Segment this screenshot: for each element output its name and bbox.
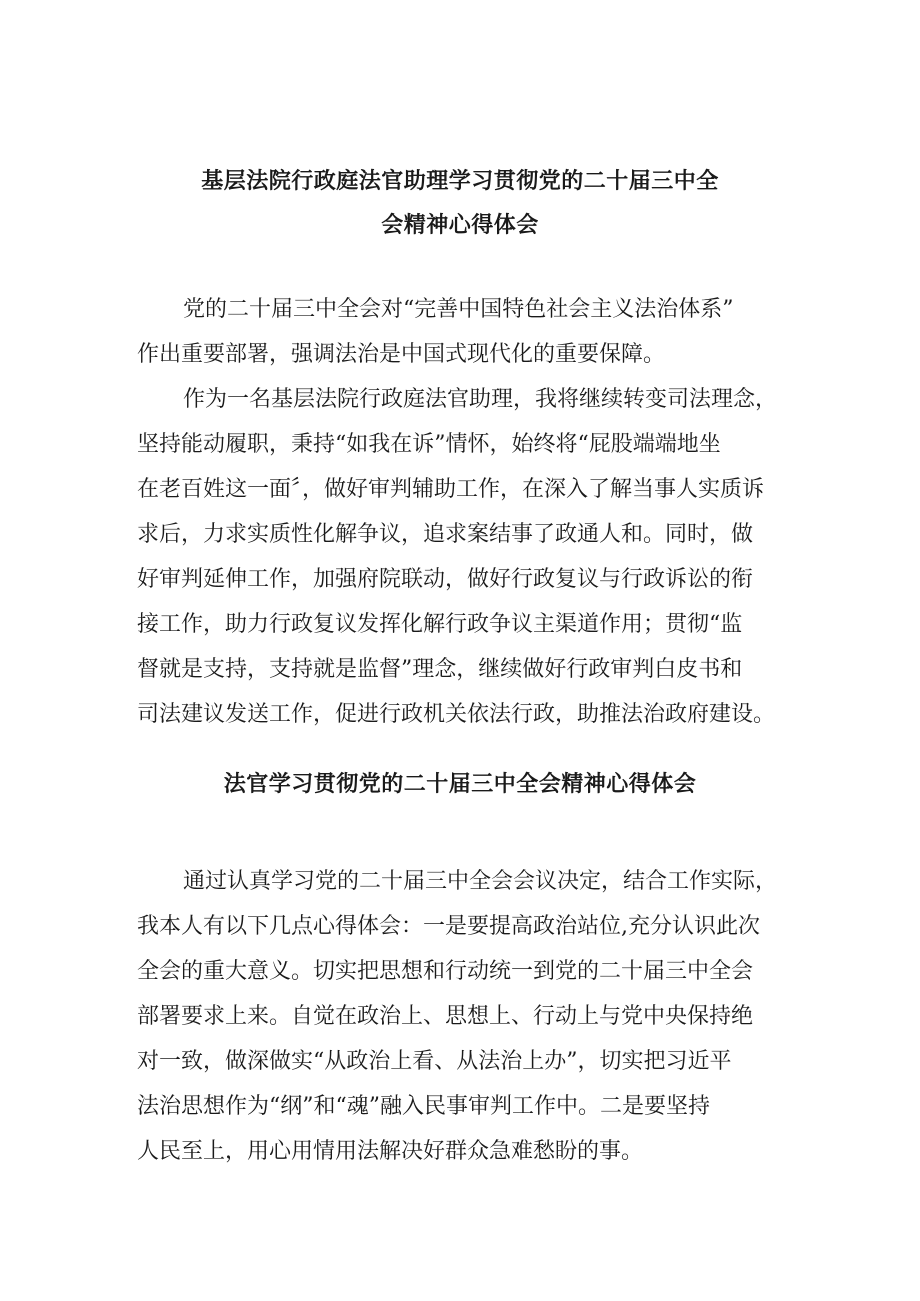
section1-title-line2: 会精神心得体会 — [381, 213, 539, 238]
section2-para1-line: 法治思想作为“纲”和“魂”融入民事审判工作中。二是要坚持 — [137, 1094, 710, 1119]
section1-title — [120, 160, 800, 248]
section1-para2-line: 接工作，助力行政复议发挥化解行政争议主渠道作用；贯彻“监 — [137, 612, 743, 637]
section2-para1-line: 人民至上，用心用情用法解决好群众急难愁盼的事。 — [137, 1139, 644, 1164]
section2-title: 法官学习贯彻党的二十届三中全会精神心得体会 — [223, 772, 697, 797]
section2-para1-line: 我本人有以下几点心得体会：一是要提高政治站位,充分认识此次 — [137, 914, 760, 939]
section1-para2-line: 作为一名基层法院行政庭法官助理，我将继续转变司法理念， — [183, 387, 778, 412]
section1-para2-line: 求后，力求实质性化解争议，追求案结事了政通人和。同时，做 — [137, 522, 754, 547]
section2-para1-line: 全会的重大意义。切实把思想和行动统一到党的二十届三中全会 — [137, 959, 754, 984]
section2-para1-line: 通过认真学习党的二十届三中全会会议决定，结合工作实际， — [183, 869, 778, 894]
section2-para1-line: 对一致，做深做实“从政治上看、从法治上办”，切实把习近平 — [137, 1049, 732, 1074]
section1-para1-line: 作出重要部署，强调法治是中国式现代化的重要保障。 — [137, 342, 666, 367]
section1-para2-line: 好审判延伸工作，加强府院联动，做好行政复议与行政诉讼的衔 — [137, 567, 754, 592]
section2-para1-line: 部署要求上来。自觉在政治上、思想上、行动上与党中央保持绝 — [137, 1004, 754, 1029]
section1-para2-line: 在老百姓这一面〞，做好审判辅助工作，在深入了解当事人实质诉 — [137, 477, 765, 502]
section1-para1-line: 党的二十届三中全会对“完善中国特色社会主义法治体系” — [183, 297, 734, 322]
section1-para2-line: 坚持能动履职，秉持“如我在诉”情怀，始终将“屁股端端地坐 — [137, 432, 721, 457]
section1-para2-line: 督就是支持，支持就是监督”理念，继续做好行政审判白皮书和 — [137, 657, 743, 682]
section1-title-line1: 基层法院行政庭法官助理学习贯彻党的二十届三中全 — [201, 169, 719, 194]
section1-para2-line: 司法建议发送工作，促进行政机关依法行政，助推法治政府建设。 — [137, 702, 776, 727]
